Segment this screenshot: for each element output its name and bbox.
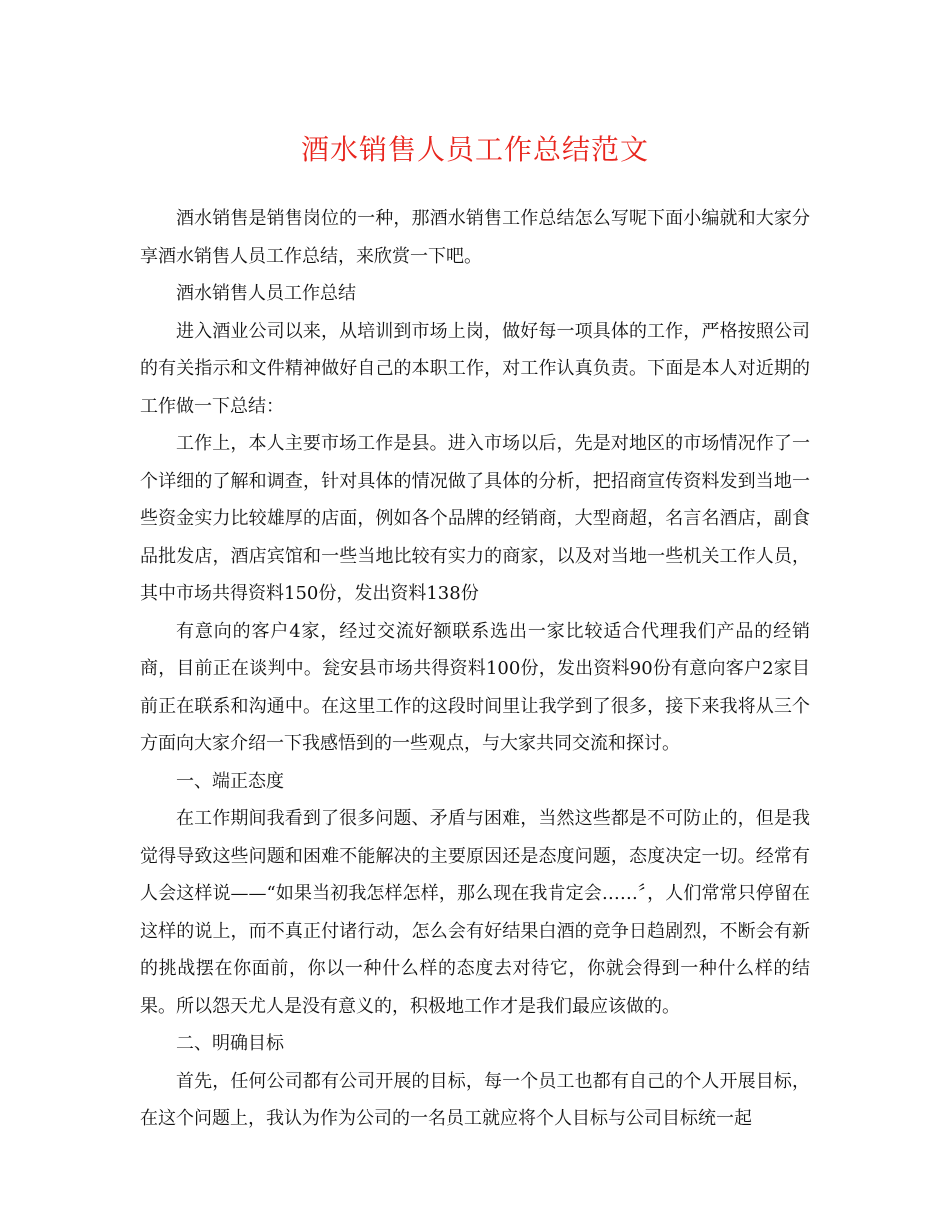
paragraph-intro: 酒水销售是销售岗位的一种，那酒水销售工作总结怎么写呢下面小编就和大家分享酒水销售人员工作总结，来欣赏一下吧。: [140, 208, 810, 267]
section-heading-goals: 二、明确目标: [176, 1033, 284, 1054]
paragraph-market-work: 工作上，本人主要市场工作是县。进入市场以后，先是对地区的市场情况作了一个详细的了解和调查，针对具体的情况做了具体的分析，把招商宣传资料发到当地一些资金实力比较雄厚的店面，例如各个品牌的经销商，大型商超，名言名酒店，副食品批发店，酒店宾馆和一些当地比较有实力的商家，以及对当地一些机关工作人员，其中市场共得资料150份，发出资料138份: [140, 433, 810, 604]
paragraph-attitude: 在工作期间我看到了很多问题、矛盾与困难，当然这些都是不可防止的，但是我觉得导致这些问题和困难不能解决的主要原因还是态度问题，态度决定一切。经常有人会这样说——“如果当初我怎样怎样，那么现在我肯定会……〞，人们常常只停留在这样的说上，而不真正付诸行动，怎么会有好结果白酒的竞争日趋剧烈，不断会有新的挑战摆在你面前，你以一种什么样的态度去对待它，你就会得到一种什么样的结果。所以怨天尤人是没有意义的，积极地工作才是我们最应该做的。: [140, 808, 810, 1017]
paragraph-goals: 首先，任何公司都有公司开展的目标，每一个员工也都有自己的个人开展目标，在这个问题上，我认为作为公司的一名员工就应将个人目标与公司目标统一起: [140, 1070, 810, 1129]
section-heading-attitude: 一、端正态度: [176, 770, 284, 792]
paragraph-clients: 有意向的客户4家，经过交流好额联系选出一家比较适合代理我们产品的经销商，目前正在谈判中。瓮安县市场共得资料100份，发出资料90份有意向客户2家目前正在联系和沟通中。在这里工作的这段时间里让我学到了很多，接下来我将从三个方面向大家介绍一下我感悟到的一些观点，与大家共同交流和探讨。: [140, 620, 810, 754]
paragraph-opening: 进入酒业公司以来，从培训到市场上岗，做好每一项具体的工作，严格按照公司的有关指示和文件精神做好自己的本职工作，对工作认真负责。下面是本人对近期的工作做一下总结：: [140, 320, 810, 417]
paragraph-subtitle: 酒水销售人员工作总结: [176, 283, 356, 304]
document-title: 酒水销售人员工作总结范文: [300, 133, 649, 166]
document-body: [140, 200, 810, 1138]
